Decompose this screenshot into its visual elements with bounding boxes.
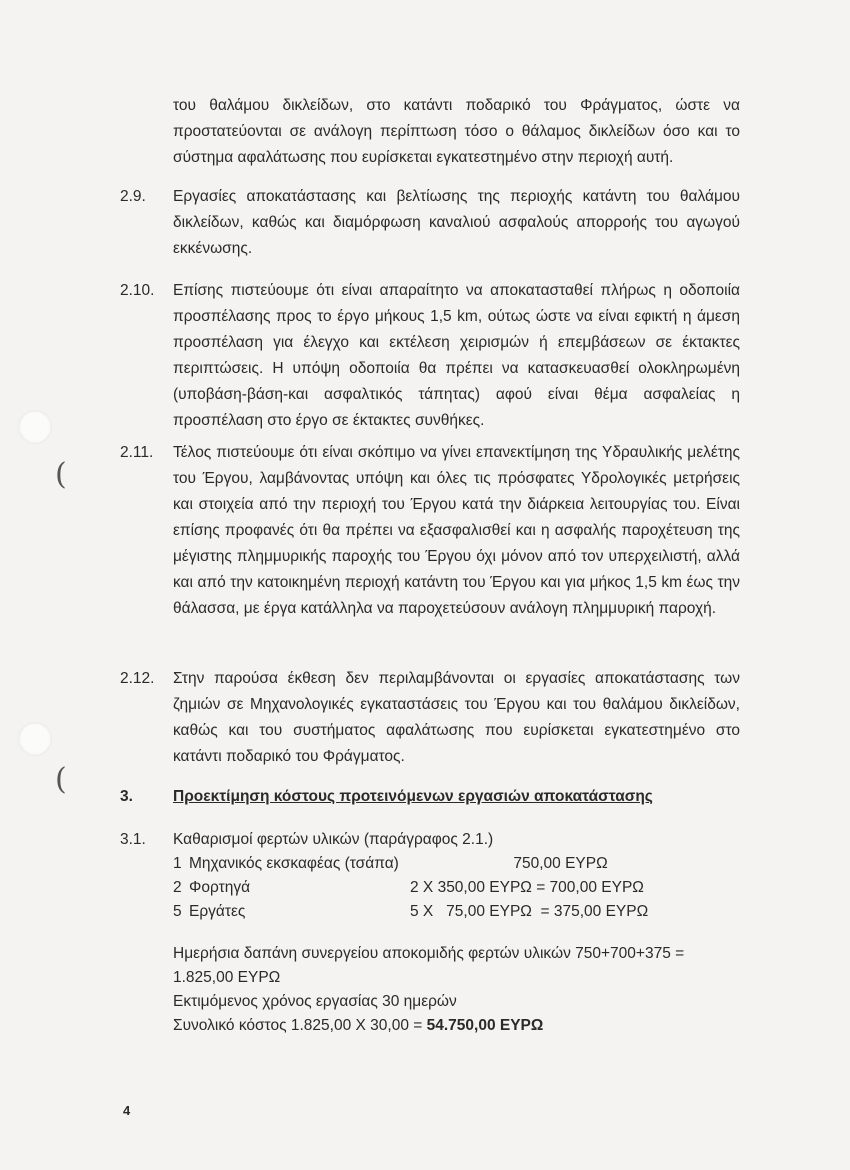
total-value: 54.750,00 ΕΥΡΩ [426,1017,544,1034]
paragraph-number: 3.1. [120,831,146,848]
cost-item [173,876,740,900]
paragraph-continuation: του θαλάμου δικλείδων, στο κατάντι ποδαρικό του Φράγματος, ώστε να προστατεύονται σε ανάλογη περίπτωση τόσο ο θάλαμος δικλείδων όσο και το σύστημα αφαλάτωσης που ευρίσκεται εγκατεστημένο στην περιοχή αυτή. [173,97,740,166]
margin-mark: ( [55,762,67,797]
paragraph-text: Εργασίες αποκατάστασης και βελτίωσης της περιοχής κατάντη του θαλάμου δικλείδων, καθώς και διαμόρφωση καναλιού ασφαλούς απορροής του αγωγού εκκένωσης. [173,188,740,257]
paragraph-text: Επίσης πιστεύουμε ότι είναι απαραίτητο να αποκατασταθεί πλήρως η οδοποιία προσπέλασης προς το έργο μήκους 1,5 km, ούτως ώστε να είναι εφικτή η άμεση προσπέλαση για έλεγχο και εκτέλεση χειρισμών ή επεμβάσεων σε έκτακτες περιπτώσεις. Η υπόψη οδοποιία θα πρέπει να κατασκευασθεί ολοκληρωμένη (υποβάση-βάση-και ασφαλτικός τάπητας) αφού είναι θέμα ασφαλείας η προσπέλαση στο έργο σε έκτακτες συνθήκες. [173,282,740,429]
cost-item [173,900,740,924]
paragraph-2-12 [120,666,740,770]
paragraph-2-10 [120,278,740,434]
punch-hole [18,722,52,756]
item-amount: 2 Χ 350,00 ΕΥΡΩ = 700,00 ΕΥΡΩ [410,879,644,896]
punch-hole [18,410,52,444]
item-amount: 5 Χ 75,00 ΕΥΡΩ = 375,00 ΕΥΡΩ [410,903,649,920]
cost-summary [173,942,740,1038]
paragraph-text: Στην παρούσα έκθεση δεν περιλαμβάνονται οι εργασίες αποκατάστασης των ζημιών σε Μηχανολογικές εγκαταστάσεις του Έργου και του θαλάμου δικλείδων, καθώς και του συστήματος αφαλάτωσης που ευρίσκεται εγκατεστημένο στο κατάντι ποδαρικό του Φράγματος. [173,670,740,765]
item-qty: 1 [173,855,182,872]
paragraph-number: 2.12. [120,670,155,687]
work-duration: Εκτιμόμενος χρόνος εργασίας 30 ημερών [173,993,457,1010]
total-prefix: Συνολικό κόστος 1.825,00 Χ 30,00 = [173,1017,427,1034]
item-qty: 5 [173,903,182,920]
item-label: Εργάτες [189,903,246,920]
margin-mark: ( [55,457,67,492]
item-amount: 750,00 ΕΥΡΩ [410,855,608,872]
paragraph-2-11 [120,440,740,622]
section-title: Προεκτίμηση κόστους προτεινόμενων εργασιών αποκατάστασης [173,788,653,805]
paragraph-number: 2.10. [120,282,155,299]
section-number: 3. [120,788,133,805]
daily-cost: Ημερήσια δαπάνη συνεργείου αποκομιδής φερτών υλικών 750+700+375 = 1.825,00 ΕΥΡΩ [173,945,685,986]
cost-breakdown [120,828,740,924]
page-number: 4 [123,1103,131,1118]
cost-intro: Καθαρισμοί φερτών υλικών (παράγραφος 2.1.) [173,831,494,848]
item-label: Φορτηγά [189,879,251,896]
paragraph-number: 2.9. [120,188,146,205]
paragraph-2-9 [120,184,740,262]
cost-item [173,852,740,876]
paragraph-text: Τέλος πιστεύουμε ότι είναι σκόπιμο να γίνει επανεκτίμηση της Υδραυλικής μελέτης του Έργου, λαμβάνοντας υπόψη και όλες τις πρόσφατες Υδρολογικές μετρήσεις και στοιχεία από την περιοχή του Έργου κατά την διάρκεια λειτουργίας του. Είναι επίσης προφανές ότι θα πρέπει να εξασφαλισθεί και η ασφαλής παροχέτευση της μέγιστης πλημμυρικής παροχής του Έργου όχι μόνον από τον υπερχειλιστή, αλλά και από την κατοικημένη περιοχή κατάντη του Έργου και για μήκος 1,5 km έως την θάλασσα, με έργα κατάλληλα να παροχετεύσουν ανάλογη πλημμυρική παροχή. [173,444,740,617]
item-label: Μηχανικός εκσκαφέας (τσάπα) [189,855,399,872]
total-cost [173,1014,740,1038]
section-heading [120,788,653,806]
paragraph-number: 2.11. [120,444,154,461]
item-qty: 2 [173,879,182,896]
